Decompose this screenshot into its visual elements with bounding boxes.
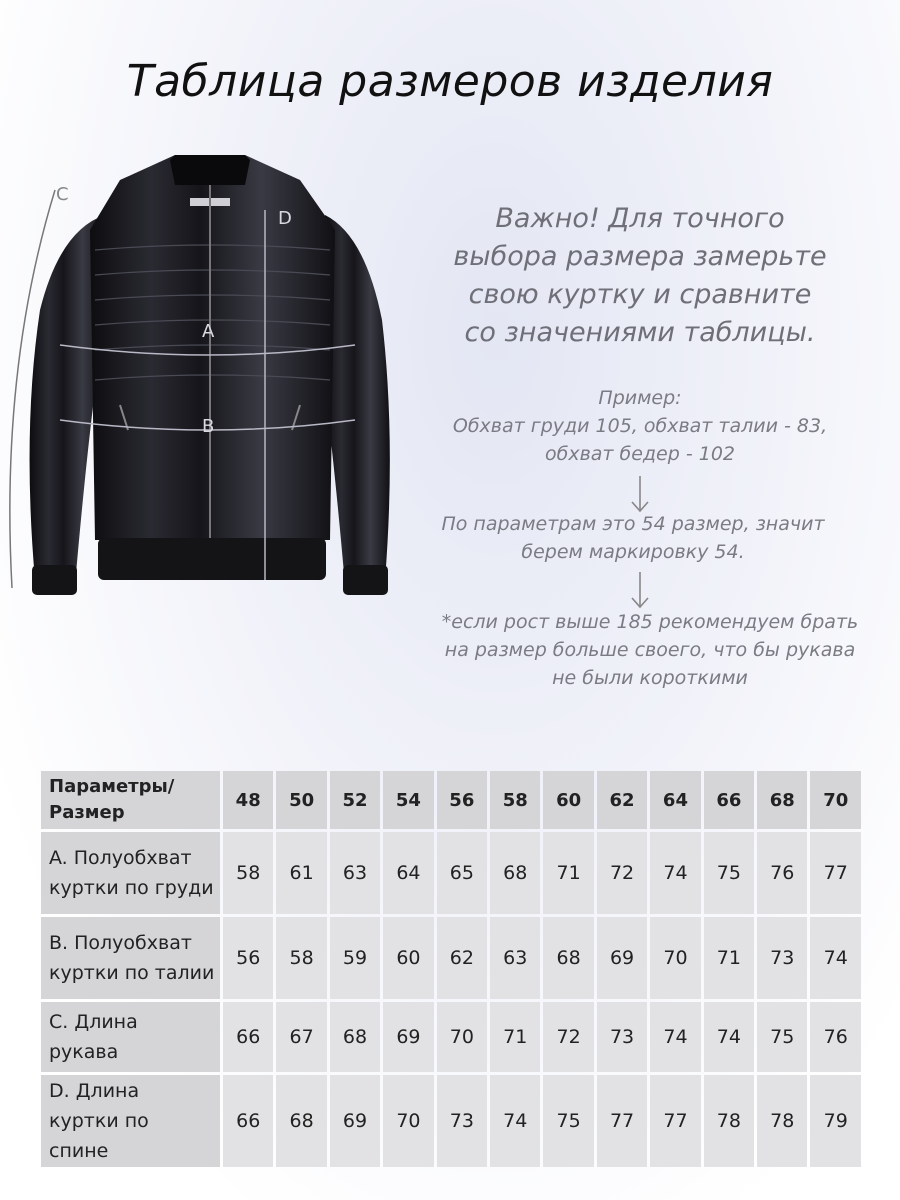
table-cell: 74 [810, 917, 861, 999]
table-cell: 70 [437, 1002, 487, 1072]
table-cell: 58 [223, 832, 273, 914]
hem-band [98, 538, 326, 580]
table-cell: 69 [597, 917, 647, 999]
label-d: D [278, 208, 292, 229]
row-label: D. Длина куртки по спине [41, 1075, 220, 1167]
table-cell: 65 [437, 832, 487, 914]
table-cell: 64 [383, 832, 433, 914]
size-header: 52 [330, 771, 380, 829]
row-label: B. Полуобхват куртки по талии [41, 917, 220, 999]
size-header: 70 [810, 771, 861, 829]
arrow-down-icon [628, 474, 652, 514]
table-cell: 76 [757, 832, 807, 914]
size-header: 68 [757, 771, 807, 829]
table-cell: 79 [810, 1075, 861, 1167]
table-cell: 62 [437, 917, 487, 999]
size-header: 56 [437, 771, 487, 829]
table-cell: 74 [704, 1002, 754, 1072]
table-cell: 73 [437, 1075, 487, 1167]
table-header-row [41, 771, 861, 829]
example-line: обхват бедер - 102 [544, 443, 736, 465]
important-line: выбора размера замерьте [453, 241, 827, 272]
table-cell: 66 [223, 1002, 273, 1072]
collar [170, 155, 250, 185]
table-cell: 75 [543, 1075, 593, 1167]
size-table [38, 768, 864, 1170]
table-cell: 78 [704, 1075, 754, 1167]
table-cell: 71 [490, 1002, 540, 1072]
table-cell: 75 [757, 1002, 807, 1072]
footnote [405, 608, 895, 692]
table-row [41, 1002, 861, 1072]
table-row [41, 832, 861, 914]
important-line: со значениями таблицы. [464, 317, 816, 348]
conclusion-note [398, 510, 868, 566]
table-cell: 63 [490, 917, 540, 999]
example-note [410, 384, 870, 468]
conclusion-line: По параметрам это 54 размер, значит [441, 513, 825, 535]
footnote-line: не были короткими [552, 667, 748, 689]
table-cell: 69 [383, 1002, 433, 1072]
important-note [420, 200, 860, 352]
label-c: C [56, 184, 69, 205]
right-cuff [343, 565, 388, 595]
size-header: 66 [704, 771, 754, 829]
table-cell: 70 [383, 1075, 433, 1167]
right-sleeve [325, 215, 390, 585]
table-cell: 59 [330, 917, 380, 999]
table-cell: 60 [383, 917, 433, 999]
table-cell: 61 [276, 832, 326, 914]
table-cell: 68 [490, 832, 540, 914]
size-header: 58 [490, 771, 540, 829]
page-title: Таблица размеров изделия [126, 56, 774, 107]
footnote-line: *если рост выше 185 рекомендуем брать [441, 611, 859, 633]
size-header: 54 [383, 771, 433, 829]
table-row [41, 1075, 861, 1167]
left-cuff [32, 565, 77, 595]
table-cell: 76 [810, 1002, 861, 1072]
table-cell: 69 [330, 1075, 380, 1167]
table-cell: 77 [810, 832, 861, 914]
example-line: Обхват груди 105, обхват талии - 83, [452, 415, 828, 437]
table-cell: 77 [650, 1075, 700, 1167]
size-header: 64 [650, 771, 700, 829]
jacket-illustration [0, 140, 420, 610]
table-cell: 73 [597, 1002, 647, 1072]
table-cell: 77 [597, 1075, 647, 1167]
important-line: Важно! Для точного [495, 203, 785, 234]
table-cell: 58 [276, 917, 326, 999]
size-header: 48 [223, 771, 273, 829]
row-label: C. Длина рукава [41, 1002, 220, 1072]
arrow-down-icon [628, 570, 652, 610]
table-cell: 67 [276, 1002, 326, 1072]
size-header: 60 [543, 771, 593, 829]
table-cell: 75 [704, 832, 754, 914]
table-cell: 71 [704, 917, 754, 999]
table-cell: 74 [490, 1075, 540, 1167]
table-cell: 71 [543, 832, 593, 914]
table-row [41, 917, 861, 999]
table-cell: 66 [223, 1075, 273, 1167]
table-cell: 56 [223, 917, 273, 999]
table-cell: 74 [650, 832, 700, 914]
table-cell: 63 [330, 832, 380, 914]
table-cell: 78 [757, 1075, 807, 1167]
table-cell: 68 [543, 917, 593, 999]
table-cell: 68 [276, 1075, 326, 1167]
important-line: свою куртку и сравните [468, 279, 812, 310]
header-label: Параметры/ Размер [41, 771, 220, 829]
label-a: A [202, 321, 215, 342]
footnote-line: на размер больше своего, что бы рукава [444, 639, 856, 661]
example-line: Пример: [598, 387, 682, 409]
size-header: 50 [276, 771, 326, 829]
table-cell: 68 [330, 1002, 380, 1072]
row-label: A. Полуобхват куртки по груди [41, 832, 220, 914]
label-b: B [202, 416, 215, 437]
jacket-diagram [0, 140, 420, 610]
conclusion-line: берем маркировку 54. [521, 541, 745, 563]
table-cell: 74 [650, 1002, 700, 1072]
table-cell: 70 [650, 917, 700, 999]
size-header: 62 [597, 771, 647, 829]
table-cell: 73 [757, 917, 807, 999]
table-cell: 72 [543, 1002, 593, 1072]
table-cell: 72 [597, 832, 647, 914]
